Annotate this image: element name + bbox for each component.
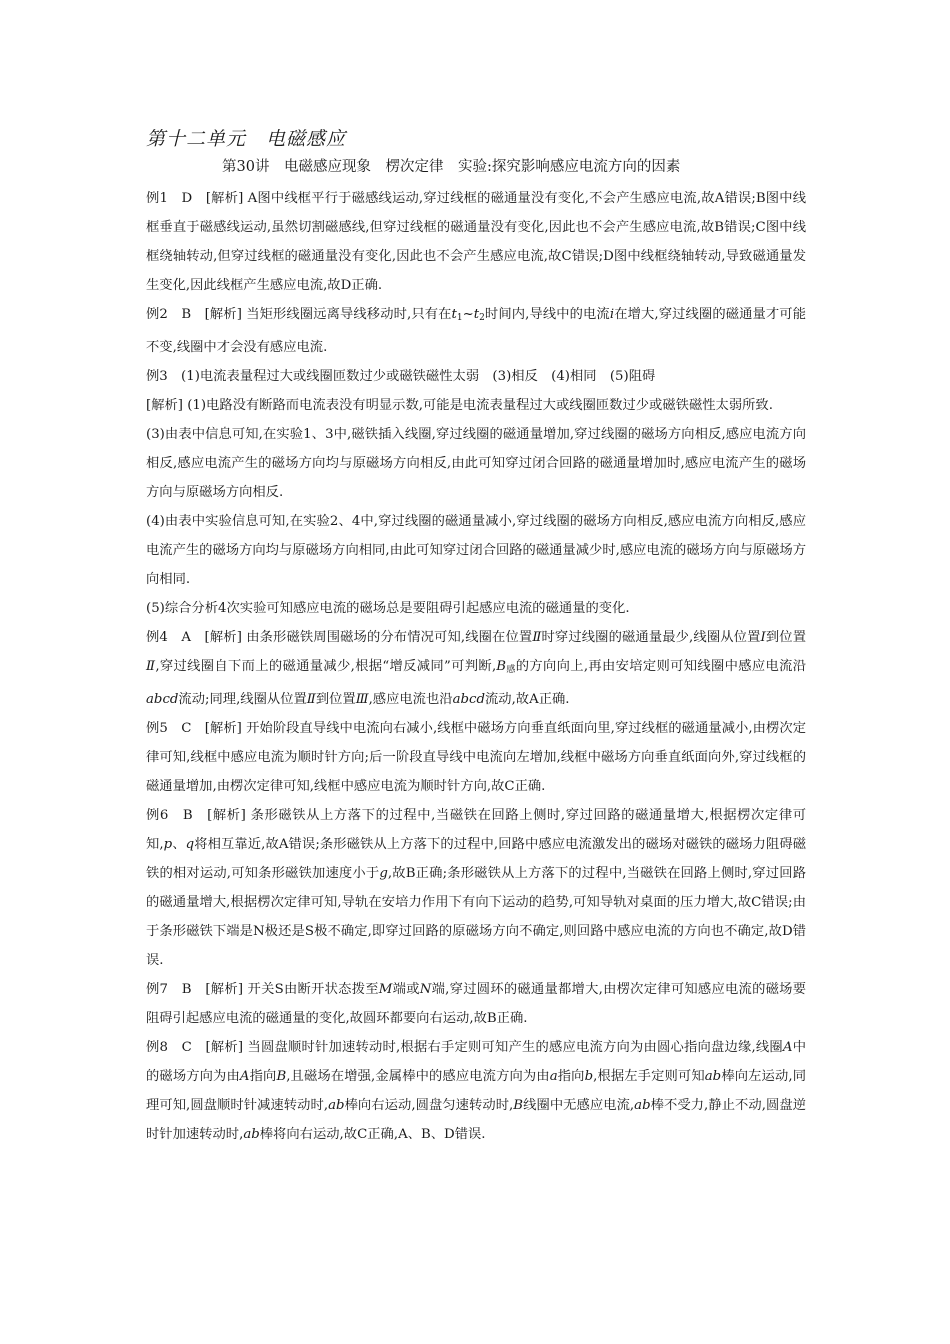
example-1: 例1 D [解析] A图中线框平行于磁感线运动,穿过线框的磁通量没有变化,不会产生感应电流,故A错误;B图中线框垂直于磁感线运动,虽然切割磁感线,但穿过线框的磁通量没有变化,因此也不会产生感应电流,故B错误;C图中线框绕轴转动,但穿过线框的磁通量没有变化,因此也不会产生感应电流,故C错误;D图中线框绕轴转动,导致磁通量发生变化,因此线框产生感应电流,故D正确. <box>146 191 806 293</box>
example-5: 例5 C [解析] 开始阶段直导线中电流向右减小,线框中磁场方向垂直纸面向里,穿过线框的磁通量减小,由楞次定律可知,线框中感应电流为顺时针方向;后一阶段直导线中电流向左增加,线框中磁场方向垂直纸面向外,穿过线框的磁通量增加,由楞次定律可知,线框中感应电流为顺时针方向,故C正确. <box>146 721 806 794</box>
answer-body <box>146 184 806 1149</box>
example-3-analysis-4: (4)由表中实验信息可知,在实验2、4中,穿过线圈的磁通量减小,穿过线圈的磁场方向相反,感应电流方向相反,感应电流产生的磁场方向均与原磁场方向相同,由此可知穿过闭合回路的磁通量减少时,感应电流的磁场方向与原磁场方向相同. <box>146 514 806 587</box>
example-7: 例7 B [解析] 开关S由断开状态拨至M端或N端,穿过圆环的磁通量都增大,由楞次定律可知感应电流的磁场要阻碍引起感应电流的磁通量的变化,故圆环都要向右运动,故B正确. <box>146 982 807 1026</box>
example-6: 例6 B [解析] 条形磁铁从上方落下的过程中,当磁铁在回路上侧时,穿过回路的磁通量增大,根据楞次定律可知,p、q将相互靠近,故A错误;条形磁铁从上方落下的过程中,回路中感应电流激发出的磁场对磁铁的磁场力阻碍磁铁的相对运动,可知条形磁铁加速度小于g,故B正确;条形磁铁从上方落下的过程中,当磁铁在回路上侧时,穿过回路的磁通量增大,根据楞次定律可知,导轨在安培力作用下有向下运动的趋势,可知导轨对桌面的压力增大,故C错误;由于条形磁铁下端是N极还是S极不确定,即穿过回路的原磁场方向不确定,则回路中感应电流的方向也不确定,故D错误. <box>146 808 807 968</box>
example-2: 例2 B [解析] 当矩形线圈远离导线移动时,只有在$t_1\sim t_2$时间内,导线中的电流i在增大,穿过线圈的磁通量才可能不变,线圈中才会没有感应电流. <box>146 307 806 355</box>
example-4: 例4 A [解析] 由条形磁铁周围磁场的分布情况可知,线圈在位置Ⅱ时穿过线圈的磁通量最少,线圈从位置Ⅰ到位置Ⅱ,穿过线圈自下而上的磁通量减少,根据“增反减同”可判断$,B_感$的方向向上,再由安培定则可知线圈中感应电流沿abcd流动;同理,线圈从位置Ⅱ到位置Ⅲ,感应电流也沿abcd流动,故A正确. <box>146 630 807 707</box>
example-3-analysis-1: [解析] (1)电路没有断路而电流表没有明显示数,可能是电流表量程过大或线圈匝数过少或磁铁磁性太弱所致. <box>146 398 773 413</box>
example-8: 例8 C [解析] 当圆盘顺时针加速转动时,根据右手定则可知产生的感应电流方向为由圆心指向盘边缘,线圈A中的磁场方向为由A指向B,且磁场在增强,金属棒中的感应电流方向为由a指向b,根据左手定则可知ab棒向左运动,同理可知,圆盘顺时针减速转动时,ab棒向右运动,圆盘匀速转动时,B线圈中无感应电流,ab棒不受力,静止不动,圆盘逆时针加速转动时,ab棒将向右运动,故C正确,A、B、D错误. <box>146 1040 807 1142</box>
example-3-analysis-5: (5)综合分析4次实验可知感应电流的磁场总是要阻碍引起感应电流的磁通量的变化. <box>146 601 630 616</box>
unit-title: 第十二单元 电磁感应 <box>146 128 347 150</box>
example-3-analysis-3: (3)由表中信息可知,在实验1、3中,磁铁插入线圈,穿过线圈的磁通量增加,穿过线圈的磁场方向相反,感应电流方向相反,感应电流产生的磁场方向均与原磁场方向相反,由此可知穿过闭合回路的磁通量增加时,感应电流产生的磁场方向与原磁场方向相反. <box>146 427 806 500</box>
example-3-answer: 例3 (1)电流表量程过大或线圈匝数过少或磁铁磁性太弱 (3)相反 (4)相同 (5)阻碍 <box>146 369 656 384</box>
lesson-title: 第30讲 电磁感应现象 楞次定律 实验:探究影响感应电流方向的因素 <box>222 159 681 175</box>
